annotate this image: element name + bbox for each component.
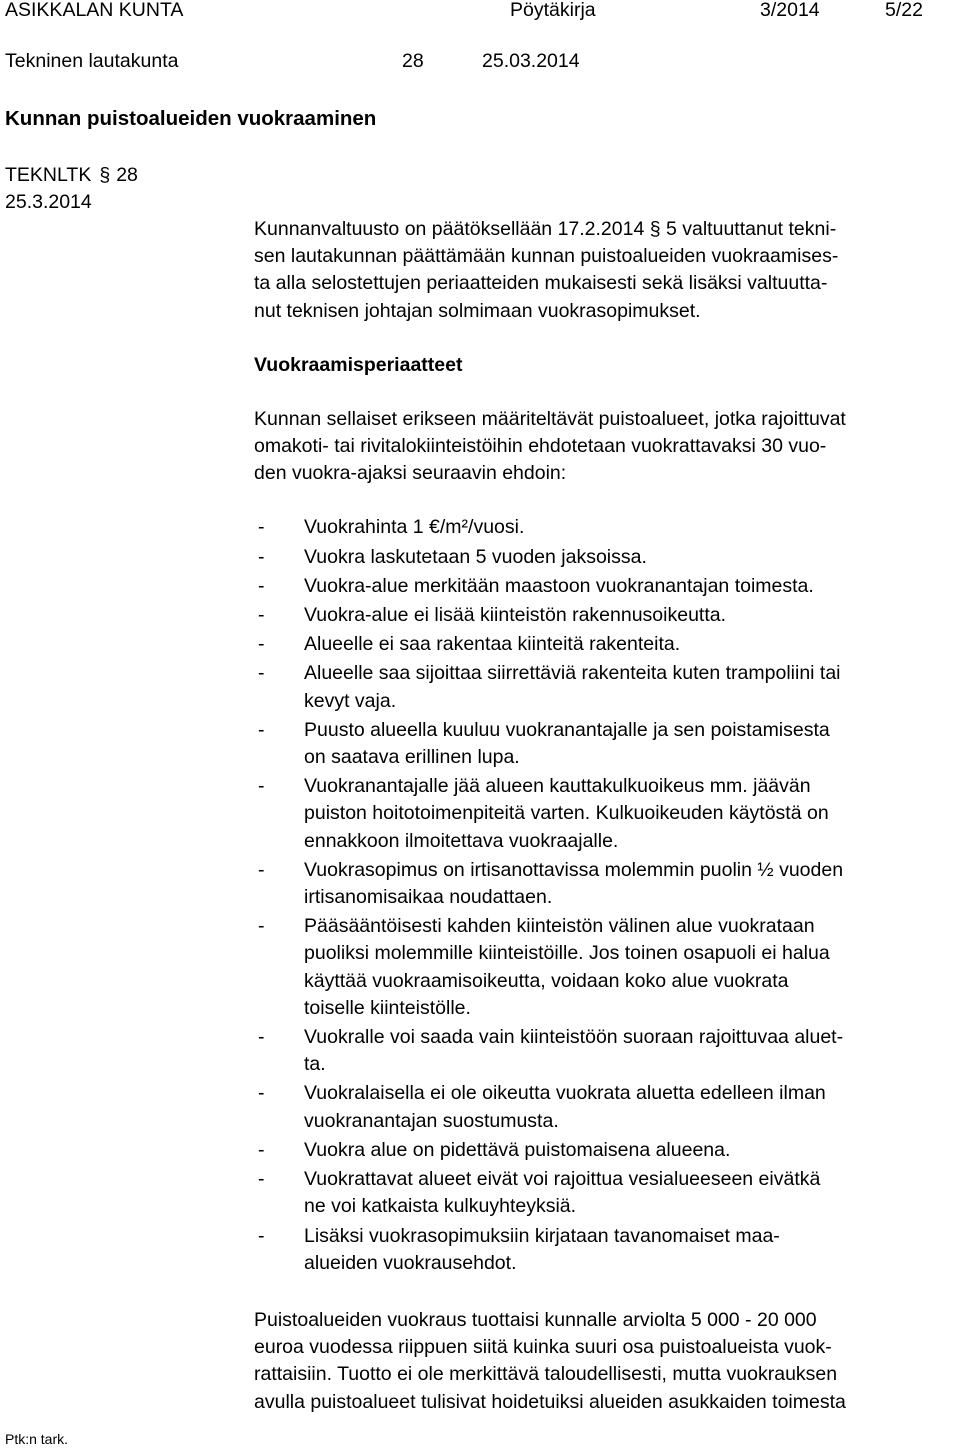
principles-heading: Vuokraamisperiaatteet (254, 353, 463, 376)
rental-term-item (254, 1024, 956, 1078)
intro-line: ta alla selostettujen periaatteiden mukaisesti sekä lisäksi valtuutta- (254, 272, 828, 295)
rental-term-line: Vuokra laskutetaan 5 vuoden jaksoissa. (304, 545, 647, 568)
rental-term-text (304, 773, 956, 855)
rental-term-text (304, 1024, 956, 1078)
principles-intro-line: omakoti- tai rivitalokiinteistöihin ehdotetaan vuokrattavaksi 30 vuo- (254, 435, 827, 458)
rental-term-line: ne voi katkaista kulkuyhteyksiä. (304, 1195, 577, 1218)
closing-paragraph (254, 1307, 956, 1416)
rental-term-text (304, 717, 956, 771)
rental-term-line: käyttää vuokraamisoikeutta, voidaan koko alue vuokrata (304, 969, 789, 992)
rental-term-line: Alueelle ei saa rakentaa kiinteitä rakenteita. (304, 633, 681, 656)
bullet-dash: - (258, 662, 265, 685)
rental-term-line: Lisäksi vuokrasopimuksiin kirjataan tavanomaiset maa- (304, 1224, 780, 1247)
rental-term-text (304, 1223, 956, 1277)
page-title: Kunnan puistoalueiden vuokraaminen (5, 107, 377, 130)
bullet-dash: - (258, 1224, 265, 1247)
closing-line: euroa vuodessa riippuen siitä kuinka suuri osa puistoalueista vuok- (254, 1336, 832, 1359)
bullet-dash: - (258, 1138, 265, 1161)
rental-term-item (254, 660, 956, 714)
bullet-dash: - (258, 1168, 265, 1191)
rental-term-item (254, 514, 956, 541)
meeting-date: 25.03.2014 (482, 50, 580, 72)
rental-term-text (304, 1166, 956, 1220)
bullet-dash: - (258, 1082, 265, 1105)
rental-term-line: toiselle kiinteistölle. (304, 996, 471, 1019)
organization-name: ASIKKALAN KUNTA (5, 0, 184, 21)
intro-line: sen lautakunnan päättämään kunnan puistoalueiden vuokraamises- (254, 245, 839, 268)
page-number: 5/22 (885, 0, 923, 21)
rental-term-line: Vuokra-alue ei lisää kiinteistön rakennusoikeutta. (304, 604, 727, 627)
rental-term-text (304, 857, 956, 911)
rental-term-line: puiston hoitotoimenpiteitä varten. Kulkuoikeuden käytöstä on (304, 802, 829, 825)
section-reference (5, 162, 138, 216)
rental-term-line: on saatava erillinen lupa. (304, 746, 520, 769)
rental-term-line: Vuokralaisella ei ole oikeutta vuokrata aluetta edelleen ilman (304, 1082, 826, 1105)
section-sign: § (99, 164, 111, 186)
rental-term-text (304, 660, 956, 714)
rental-term-item (254, 1137, 956, 1164)
reference-section: 28 (116, 164, 138, 186)
rental-term-item (254, 717, 956, 771)
principles-intro (254, 406, 956, 488)
rental-term-text (304, 573, 956, 600)
rental-term-line: vuokranantajan suostumusta. (304, 1109, 559, 1132)
rental-term-item (254, 631, 956, 658)
rental-term-item (254, 602, 956, 629)
document-number: 3/2014 (760, 0, 820, 21)
document-type: Pöytäkirja (510, 0, 596, 21)
rental-term-line: puoliksi molemmille kiinteistöille. Jos toinen osapuoli ei halua (304, 942, 830, 965)
intro-line: nut teknisen johtajan solmimaan vuokrasopimukset. (254, 299, 701, 322)
intro-paragraph (254, 216, 956, 325)
rental-term-item (254, 1166, 956, 1220)
bullet-dash: - (258, 858, 265, 881)
closing-line: Puistoalueiden vuokraus tuottaisi kunnalle arviolta 5 000 - 20 000 (254, 1308, 817, 1331)
bullet-dash: - (258, 516, 265, 539)
principles-intro-line: Kunnan sellaiset erikseen määriteltävät puistoalueet, jotka rajoittuvat (254, 407, 846, 430)
rental-term-line: Vuokrattavat alueet eivät voi rajoittua vesialueeseen eivätkä (304, 1168, 821, 1191)
rental-term-text (304, 514, 956, 541)
rental-term-line: kevyt vaja. (304, 689, 397, 712)
rental-term-line: Pääsääntöisesti kahden kiinteistön välinen alue vuokrataan (304, 915, 815, 938)
rental-term-text (304, 1137, 956, 1164)
rental-term-line: irtisanomisaikaa noudattaen. (304, 886, 553, 909)
page-header (0, 0, 960, 30)
bullet-dash: - (258, 545, 265, 568)
minutes-checker-label: Ptk:n tark. (5, 1431, 69, 1447)
rental-term-line: Vuokrahinta 1 €/m²/vuosi. (304, 516, 525, 539)
meeting-info (0, 48, 960, 76)
rental-term-line: Puusto alueella kuuluu vuokranantajalle ja sen poistamisesta (304, 718, 830, 741)
rental-term-line: Alueelle saa sijoittaa siirrettäviä rakenteita kuten trampoliini tai (304, 662, 841, 685)
bullet-dash: - (258, 1026, 265, 1049)
rental-term-text (304, 544, 956, 571)
rental-term-line: Vuokra-alue merkitään maastoon vuokranantajan toimesta. (304, 574, 814, 597)
reference-date: 25.3.2014 (5, 191, 92, 213)
rental-term-item (254, 1080, 956, 1134)
rental-term-text (304, 602, 956, 629)
bullet-dash: - (258, 775, 265, 798)
bullet-dash: - (258, 633, 265, 656)
rental-term-item (254, 1223, 956, 1277)
intro-line: Kunnanvaltuusto on päätöksellään 17.2.2014 § 5 valtuuttanut tekni- (254, 218, 837, 240)
section-number: 28 (402, 50, 424, 72)
document-body (254, 216, 956, 1416)
rental-term-line: ta. (304, 1053, 326, 1076)
rental-term-item (254, 913, 956, 1022)
rental-term-line: ennakkoon ilmoitettava vuokraajalle. (304, 829, 619, 852)
rental-term-item (254, 773, 956, 855)
rental-term-item (254, 573, 956, 600)
bullet-dash: - (258, 718, 265, 741)
rental-term-line: Vuokrasopimus on irtisanottavissa molemmin puolin ½ vuoden (304, 858, 844, 881)
reference-body: TEKNLTK (5, 164, 92, 186)
rental-term-item (254, 857, 956, 911)
rental-term-text (304, 913, 956, 1022)
closing-line: rattaisiin. Tuotto ei ole merkittävä taloudellisesti, mutta vuokrauksen (254, 1363, 838, 1386)
rental-term-text (304, 631, 956, 658)
bullet-dash: - (258, 574, 265, 597)
rental-terms-list (254, 514, 956, 1276)
principles-intro-line: den vuokra-ajaksi seuraavin ehdoin: (254, 462, 567, 485)
rental-term-line: Vuokra alue on pidettävä puistomaisena alueena. (304, 1138, 731, 1161)
bullet-dash: - (258, 604, 265, 627)
rental-term-item (254, 544, 956, 571)
closing-line: avulla puistoalueet tulisivat hoidetuiksi alueiden asukkaiden toimesta (254, 1390, 846, 1413)
rental-term-line: Vuokralle voi saada vain kiinteistöön suoraan rajoittuvaa aluet- (304, 1026, 844, 1049)
rental-term-line: Vuokranantajalle jää alueen kauttakulkuoikeus mm. jäävän (304, 775, 811, 798)
rental-term-text (304, 1080, 956, 1134)
bullet-dash: - (258, 915, 265, 938)
rental-term-line: alueiden vuokrausehdot. (304, 1251, 517, 1274)
committee-name: Tekninen lautakunta (5, 50, 179, 72)
